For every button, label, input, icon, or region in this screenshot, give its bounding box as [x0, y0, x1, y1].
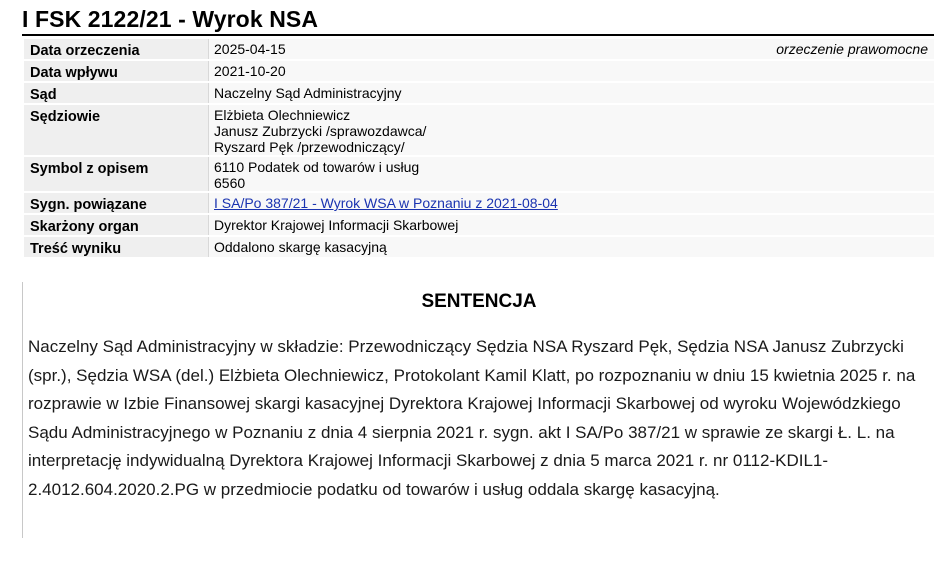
result-label: Treść wyniku — [24, 237, 208, 257]
judges-label: Sędziowie — [24, 105, 208, 155]
judge-name: Janusz Zubrzycki /sprawozdawca/ — [214, 123, 427, 139]
received-label: Data wpływu — [24, 61, 208, 81]
content-left-rule — [22, 282, 23, 538]
date-cell — [208, 39, 934, 59]
date-label: Data orzeczenia — [24, 39, 208, 59]
status-note: orzeczenie prawomocne — [776, 41, 928, 57]
organ-label: Skarżony organ — [24, 215, 208, 235]
section-heading-sentencja: SENTENCJA — [421, 291, 537, 312]
symbol-label: Symbol z opisem — [24, 157, 208, 191]
symbol-value: 6560 — [214, 175, 246, 191]
metadata-row-symbol — [24, 157, 934, 191]
sentence-text: Naczelny Sąd Administracyjny w składzie: Przewodniczący Sędzia NSA Ryszard Pęk, Sędzia NSA Janusz Zubrzycki (spr.), Sędzia WSA (del.) Elżbieta Olechniewicz, Protokolant Kamil Klatt, po rozpoznaniu w dniu 15 kwietnia 2025 r. na rozprawie w Izbie Finansowej skargi kasacyjnej Dyrektora Krajowej Informacji Skarbowej od wyroku Wojewódzkiego Sądu Administracyjnego w Poznaniu z dnia 4 sierpnia 2021 r. sygn. akt I SA/Po 387/21 w sprawie ze skargi Ł. L. na interpretację indywidualną Dyrektora Krajowej Informacji Skarbowej z dnia 5 marca 2021 r. nr 0112-KDIL1-2.4012.604.2020.2.PG w przedmiocie podatku od towarów i usług oddala skargę kasacyjną. — [28, 337, 916, 499]
metadata-row-court — [24, 83, 934, 103]
related-label: Sygn. powiązane — [24, 193, 208, 213]
result-value: Oddalono skargę kasacyjną — [208, 237, 934, 257]
organ-value: Dyrektor Krajowej Informacji Skarbowej — [208, 215, 934, 235]
judge-name: Ryszard Pęk /przewodniczący/ — [214, 139, 405, 155]
judges-cell — [208, 105, 934, 155]
page-title: I FSK 2122/21 - Wyrok NSA — [22, 6, 319, 32]
metadata-row-date — [24, 39, 934, 59]
metadata-row-related — [24, 193, 934, 213]
date-value: 2025-04-15 — [214, 41, 286, 57]
metadata-row-received — [24, 61, 934, 81]
metadata-row-organ — [24, 215, 934, 235]
related-cell — [208, 193, 934, 213]
symbol-cell — [208, 157, 934, 191]
metadata-row-result — [24, 237, 934, 257]
title-divider — [22, 34, 934, 36]
court-value: Naczelny Sąd Administracyjny — [208, 83, 934, 103]
judge-name: Elżbieta Olechniewicz — [214, 107, 351, 123]
metadata-table — [24, 37, 934, 259]
metadata-row-judges — [24, 105, 934, 155]
related-case-link[interactable]: I SA/Po 387/21 - Wyrok WSA w Poznaniu z 2021-08-04 — [214, 195, 558, 211]
symbol-value: 6110 Podatek od towarów i usług — [214, 159, 420, 175]
received-value: 2021-10-20 — [208, 61, 934, 81]
court-label: Sąd — [24, 83, 208, 103]
